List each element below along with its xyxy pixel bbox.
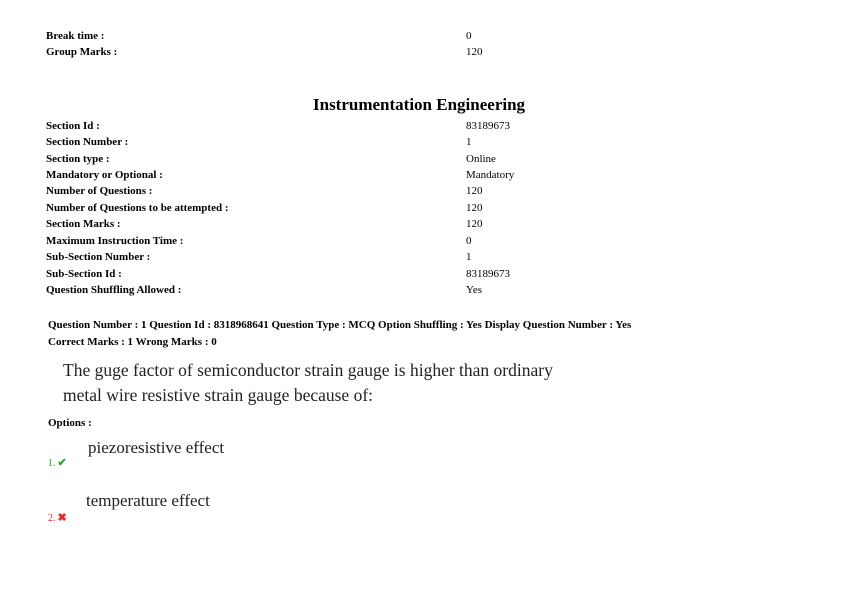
question-text-line2: metal wire resistive strain gauge because of: [63, 385, 374, 405]
option-2-text: temperature effect [86, 491, 210, 510]
section-marks-value: 120 [466, 218, 483, 230]
option-1-number: 1. [48, 458, 56, 469]
subsection-id-label: Sub-Section Id : [46, 268, 122, 280]
group-marks-label: Group Marks : [46, 46, 118, 58]
question-text-line1: The guge factor of semiconductor strain gauge is higher than ordinary [63, 360, 553, 380]
options-label: Options : [48, 417, 92, 429]
question-meta-line1: Question Number : 1 Question Id : 8318968641 Question Type : MCQ Option Shuffling : Yes Display Question Number : Yes [48, 319, 632, 331]
max-instruction-value: 0 [466, 235, 472, 247]
num-attempt-value: 120 [466, 202, 483, 214]
max-instruction-label: Maximum Instruction Time : [46, 235, 184, 247]
break-time-label: Break time : [46, 30, 105, 42]
section-type-value: Online [466, 153, 496, 165]
question-meta-line2: Correct Marks : 1 Wrong Marks : 0 [48, 336, 217, 348]
num-questions-label: Number of Questions : [46, 185, 153, 197]
num-attempt-label: Number of Questions to be attempted : [46, 202, 229, 214]
option-1-marker [48, 456, 67, 469]
shuffling-value: Yes [466, 284, 483, 296]
section-number-value: 1 [466, 136, 472, 148]
cross-icon: ✖ [57, 512, 67, 524]
section-number-label: Section Number : [46, 136, 129, 148]
section-id-value: 83189673 [466, 120, 510, 132]
section-marks-label: Section Marks : [46, 218, 121, 230]
section-title: Instrumentation Engineering [313, 95, 526, 114]
mandatory-label: Mandatory or Optional : [46, 169, 163, 181]
subsection-number-value: 1 [466, 251, 472, 263]
option-2-number: 2. [48, 513, 56, 524]
group-marks-value: 120 [466, 46, 483, 58]
break-time-value: 0 [466, 30, 472, 42]
num-questions-value: 120 [466, 185, 483, 197]
subsection-id-value: 83189673 [466, 268, 510, 280]
subsection-number-label: Sub-Section Number : [46, 251, 151, 263]
mandatory-value: Mandatory [466, 169, 515, 181]
section-id-label: Section Id : [46, 120, 100, 132]
option-2-marker [48, 511, 67, 524]
option-1-text: piezoresistive effect [88, 438, 225, 457]
check-icon: ✔ [57, 457, 67, 469]
shuffling-label: Question Shuffling Allowed : [46, 284, 182, 296]
section-type-label: Section type : [46, 153, 110, 165]
